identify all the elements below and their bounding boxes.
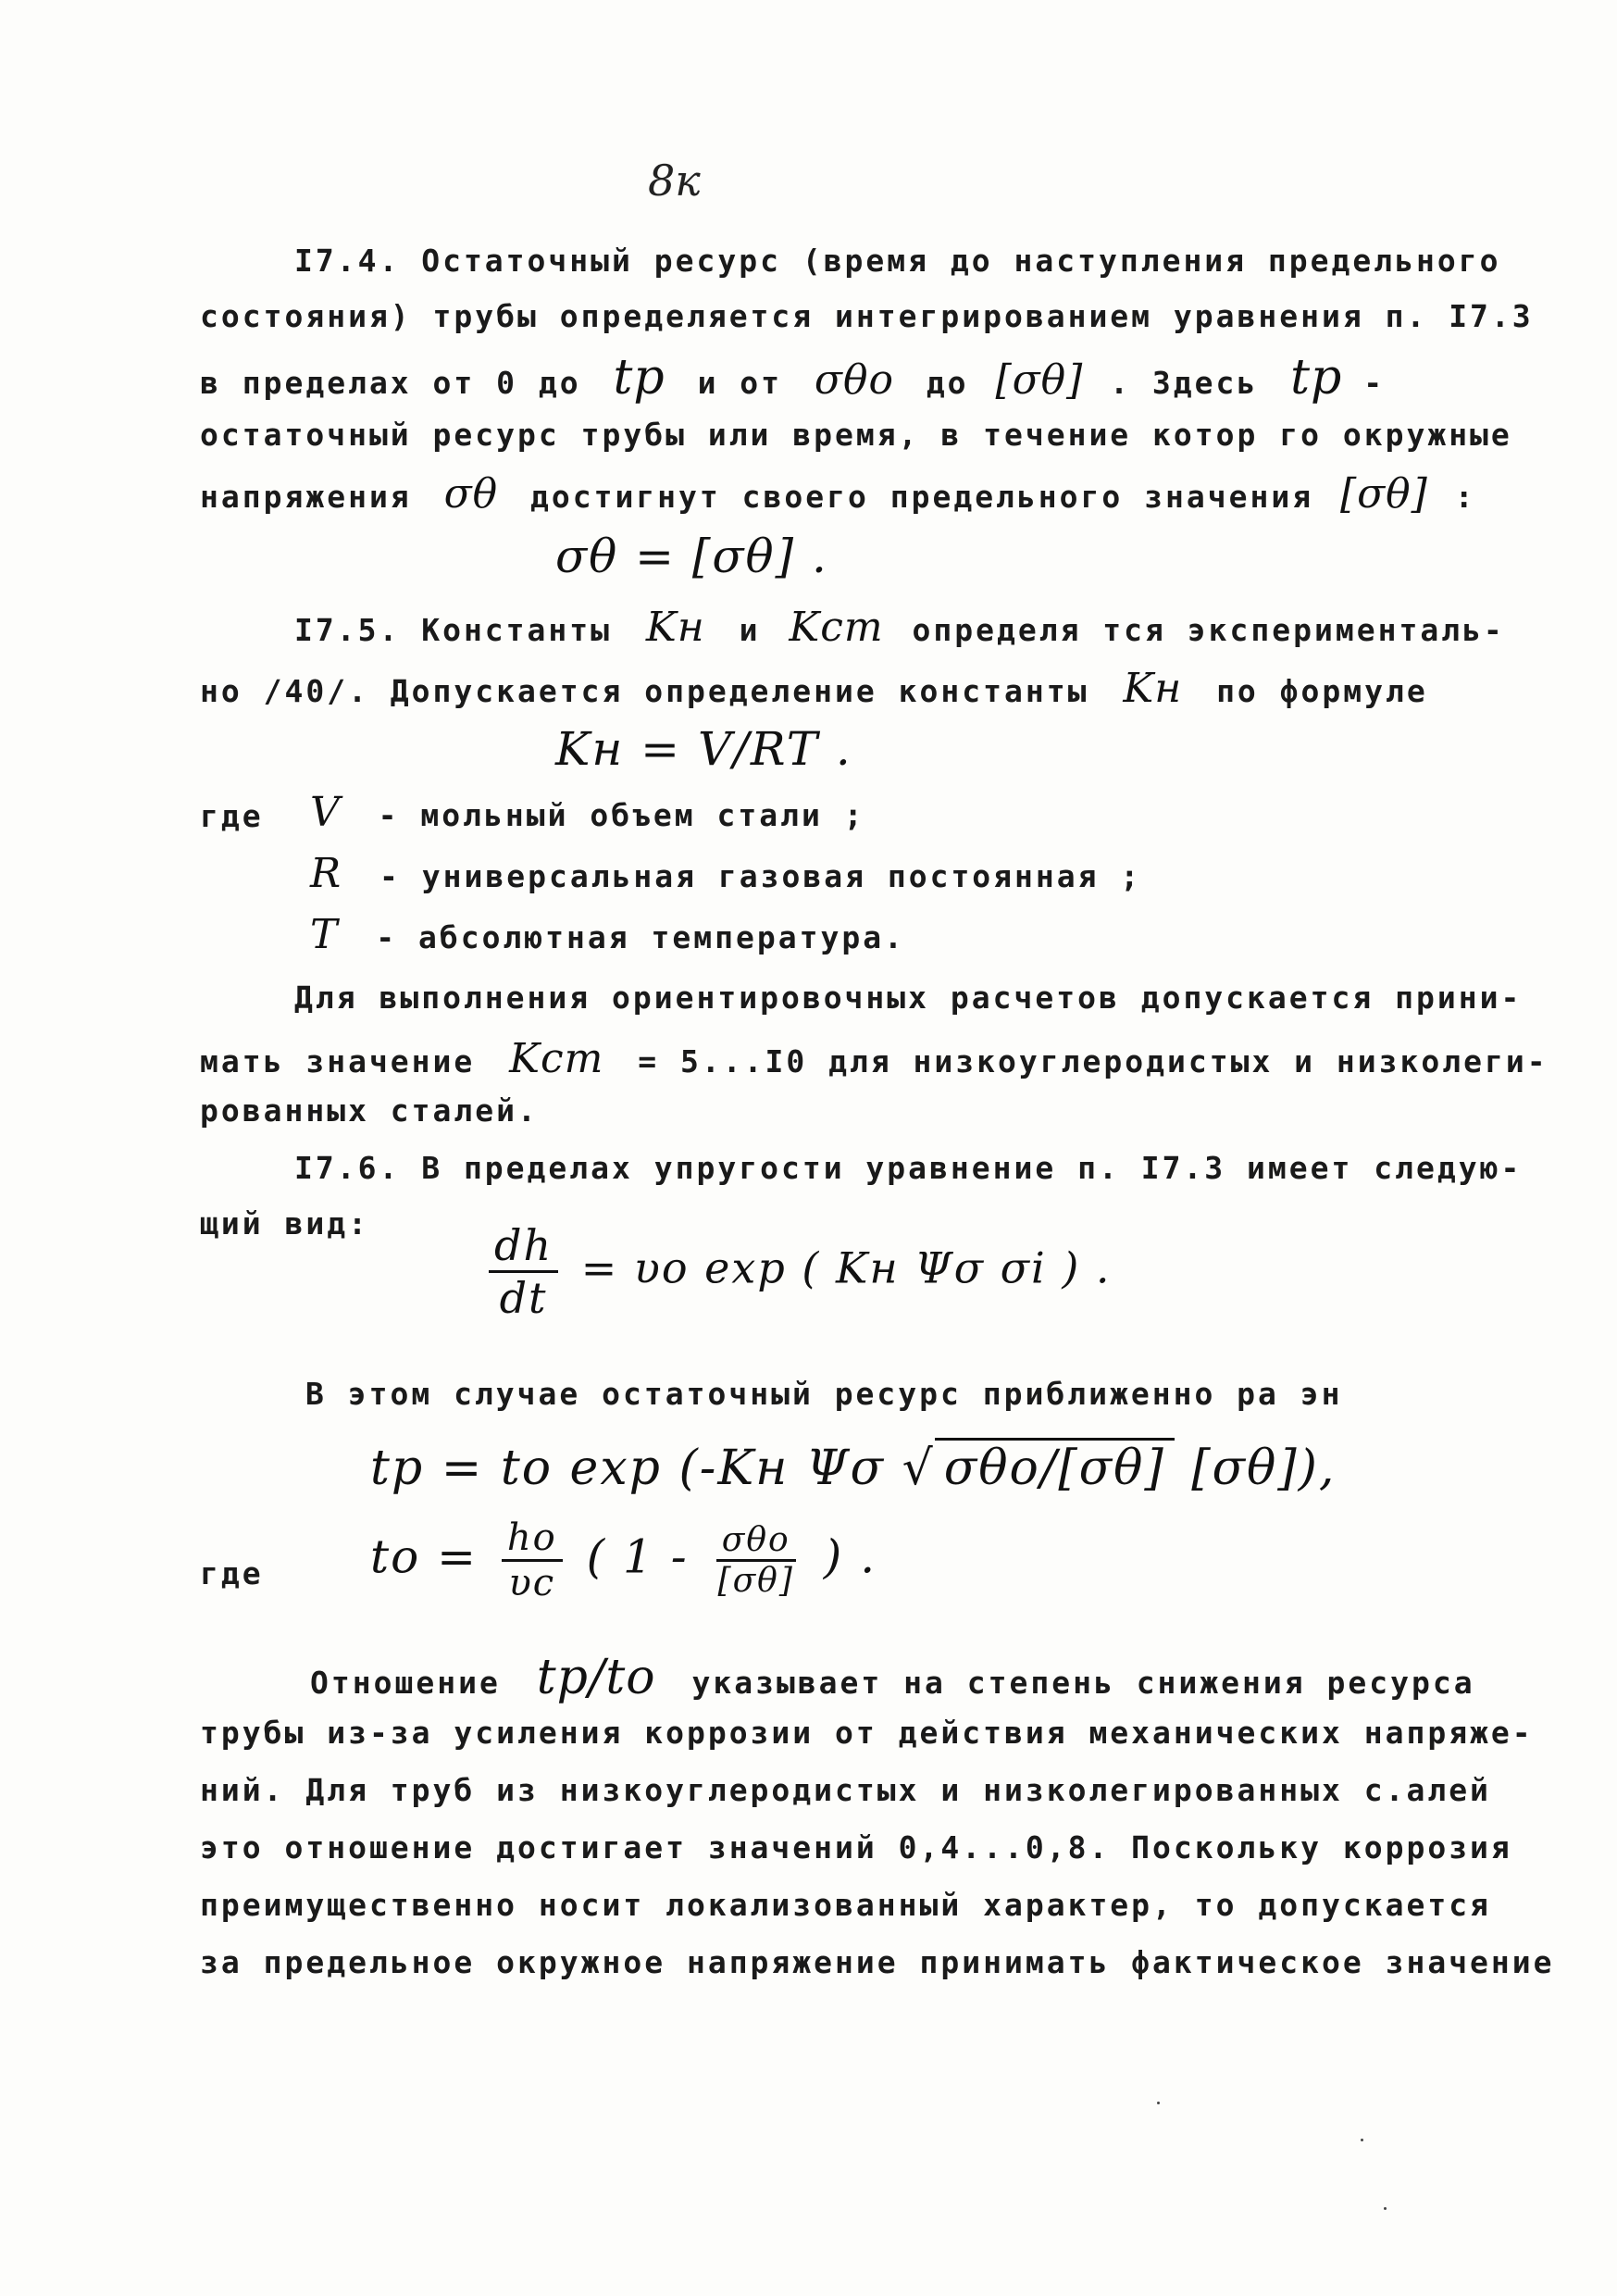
ratio-line-3: ний. Для труб из низкоуглеродистых и низколегированных с.алей: [200, 1772, 1491, 1808]
residual-life-tail: [σθ]),: [1191, 1441, 1337, 1496]
ratio-line-1-text-b: указывает на степень снижения ресурса: [691, 1665, 1475, 1701]
fraction-dh-dt: [489, 1220, 558, 1323]
symbol-v: V: [310, 789, 341, 836]
fraction-sigma-ratio: [713, 1521, 800, 1600]
p17-5-line-2-text-a: но /40/. Допускается определение константы: [200, 673, 1089, 709]
p17-4-line-5-text-a: напряжения: [200, 479, 412, 515]
def-r-text: - универсальная газовая постоянная ;: [379, 858, 1142, 894]
fraction-numerator-h0: ho: [502, 1516, 563, 1562]
ratio-line-5: преимущественно носит локализованный характер, то допускается: [200, 1887, 1491, 1923]
scan-speck: [1384, 2207, 1387, 2210]
p17-5-line-1-text-b: и: [739, 612, 761, 648]
page-number-mark: 8к: [648, 156, 701, 206]
symbol-kst: Kст: [789, 604, 884, 651]
symbol-r: R: [310, 850, 342, 897]
t0-end: ) .: [823, 1529, 877, 1584]
formula-t0: [370, 1516, 877, 1604]
p17-4-line-5-text-c: :: [1454, 479, 1476, 515]
p17-5-line-3: Для выполнения ориентировочных расчетов допускается прини-: [294, 980, 1523, 1016]
p17-4-line-3-text-b: и от: [697, 365, 783, 401]
formula-residual-life: [370, 1441, 1336, 1496]
p17-4-line-5-text-b: достигнут своего предельного значения: [529, 479, 1314, 515]
p17-5-line-1-text-a: I7.5. Константы: [294, 612, 613, 648]
fraction-denominator-dt: dt: [499, 1273, 548, 1323]
p17-4-line-2: состояния) трубы определяется интегрированием уравнения п. I7.3: [200, 298, 1534, 334]
p17-5-line-4-text-a: мать значение: [200, 1043, 476, 1079]
residual-life-root: σθo/[σθ]: [935, 1438, 1175, 1496]
fraction-h0-vc: [502, 1516, 563, 1604]
differential-rhs: = υo exp ( Kн Ψσ σi ) .: [580, 1242, 1112, 1293]
symbol-sigma-theta-0: σθo: [814, 356, 894, 404]
scan-speck: [1157, 2102, 1160, 2104]
t0-lhs: to =: [370, 1529, 478, 1584]
p17-4-line-1: I7.4. Остаточный ресурс (время до наступления предельного: [294, 243, 1501, 279]
t0-mid: ( 1 -: [586, 1529, 689, 1584]
p17-5-line-4: [200, 1035, 1549, 1082]
symbol-sigma-theta-limit: [σθ]: [995, 356, 1084, 404]
p17-6-line-3: В этом случае остаточный ресурс приближенно ра эн: [305, 1376, 1343, 1412]
p17-4-line-3: [200, 350, 1385, 406]
def-v: [310, 789, 865, 836]
ratio-line-1-text-a: Отношение: [310, 1665, 501, 1701]
symbol-tp: tp: [613, 350, 665, 406]
symbol-t: T: [310, 911, 339, 958]
fraction-denominator-sigma-limit: [σθ]: [717, 1562, 794, 1600]
p17-5-line-2-text-b: по формуле: [1216, 673, 1428, 709]
ratio-line-2: трубы из-за усиления коррозии от действия механических напряже-: [200, 1715, 1534, 1751]
ratio-line-1: [310, 1650, 1475, 1705]
p17-4-line-3-text-a: в пределах от 0 до: [200, 365, 581, 401]
scan-speck: [1361, 2139, 1363, 2141]
ratio-line-6: за предельное окружное напряжение принимать фактическое значение: [200, 1944, 1555, 1980]
def-t-text: - абсолютная температура.: [376, 919, 905, 955]
p17-4-line-3-text-e: -: [1363, 365, 1386, 401]
fraction-numerator-dh: dh: [489, 1220, 558, 1273]
symbol-tp-2: tp: [1290, 350, 1343, 406]
where-label: где: [200, 798, 264, 834]
p17-5-line-1-text-c: определя тся эксперименталь-: [912, 612, 1505, 648]
residual-life-lhs: tp = to exp (-Kн Ψσ: [370, 1441, 886, 1496]
symbol-kh: Kн: [645, 604, 705, 651]
symbol-kh-2: Kн: [1123, 665, 1183, 712]
def-t: [310, 911, 905, 958]
fraction-denominator-vc: υc: [508, 1562, 556, 1604]
p17-5-line-5: рованных сталей.: [200, 1092, 539, 1129]
sqrt-icon: √: [902, 1441, 935, 1496]
ratio-line-4: это отношение достигает значений 0,4...0,8. Поскольку коррозия: [200, 1829, 1512, 1866]
def-r: [310, 850, 1141, 897]
symbol-kst-2: Kст: [509, 1035, 604, 1082]
formula-kh: Kн = V/RT .: [555, 722, 852, 776]
symbol-sigma-theta-limit-2: [σθ]: [1339, 470, 1428, 518]
p17-4-line-5: [200, 470, 1476, 518]
formula-limit-condition: σθ = [σθ] .: [555, 530, 828, 583]
p17-4-line-3-text-d: . Здесь: [1110, 365, 1259, 401]
p17-4-line-4: остаточный ресурс трубы или время, в течение котор го окружные: [200, 417, 1512, 453]
p17-6-line-1: I7.6. В пределах упругости уравнение п. I7.3 имеет следую-: [294, 1150, 1523, 1186]
symbol-ratio-tp-t0: tp/to: [536, 1650, 656, 1705]
symbol-sigma-theta: σθ: [443, 470, 499, 518]
p17-5-line-2: [200, 665, 1428, 712]
formula-differential: [481, 1220, 1112, 1323]
p17-5-line-1: [294, 604, 1505, 651]
p17-4-line-3-text-c: до: [926, 365, 969, 401]
def-v-text: - мольный объем стали ;: [378, 797, 865, 833]
p17-6-line-2: щий вид:: [200, 1205, 369, 1242]
p17-5-line-4-text-b: = 5...I0 для низкоуглеродистых и низколеги-: [638, 1043, 1549, 1079]
fraction-numerator-sigma0: σθo: [716, 1521, 796, 1562]
where-label-2: где: [200, 1555, 264, 1591]
